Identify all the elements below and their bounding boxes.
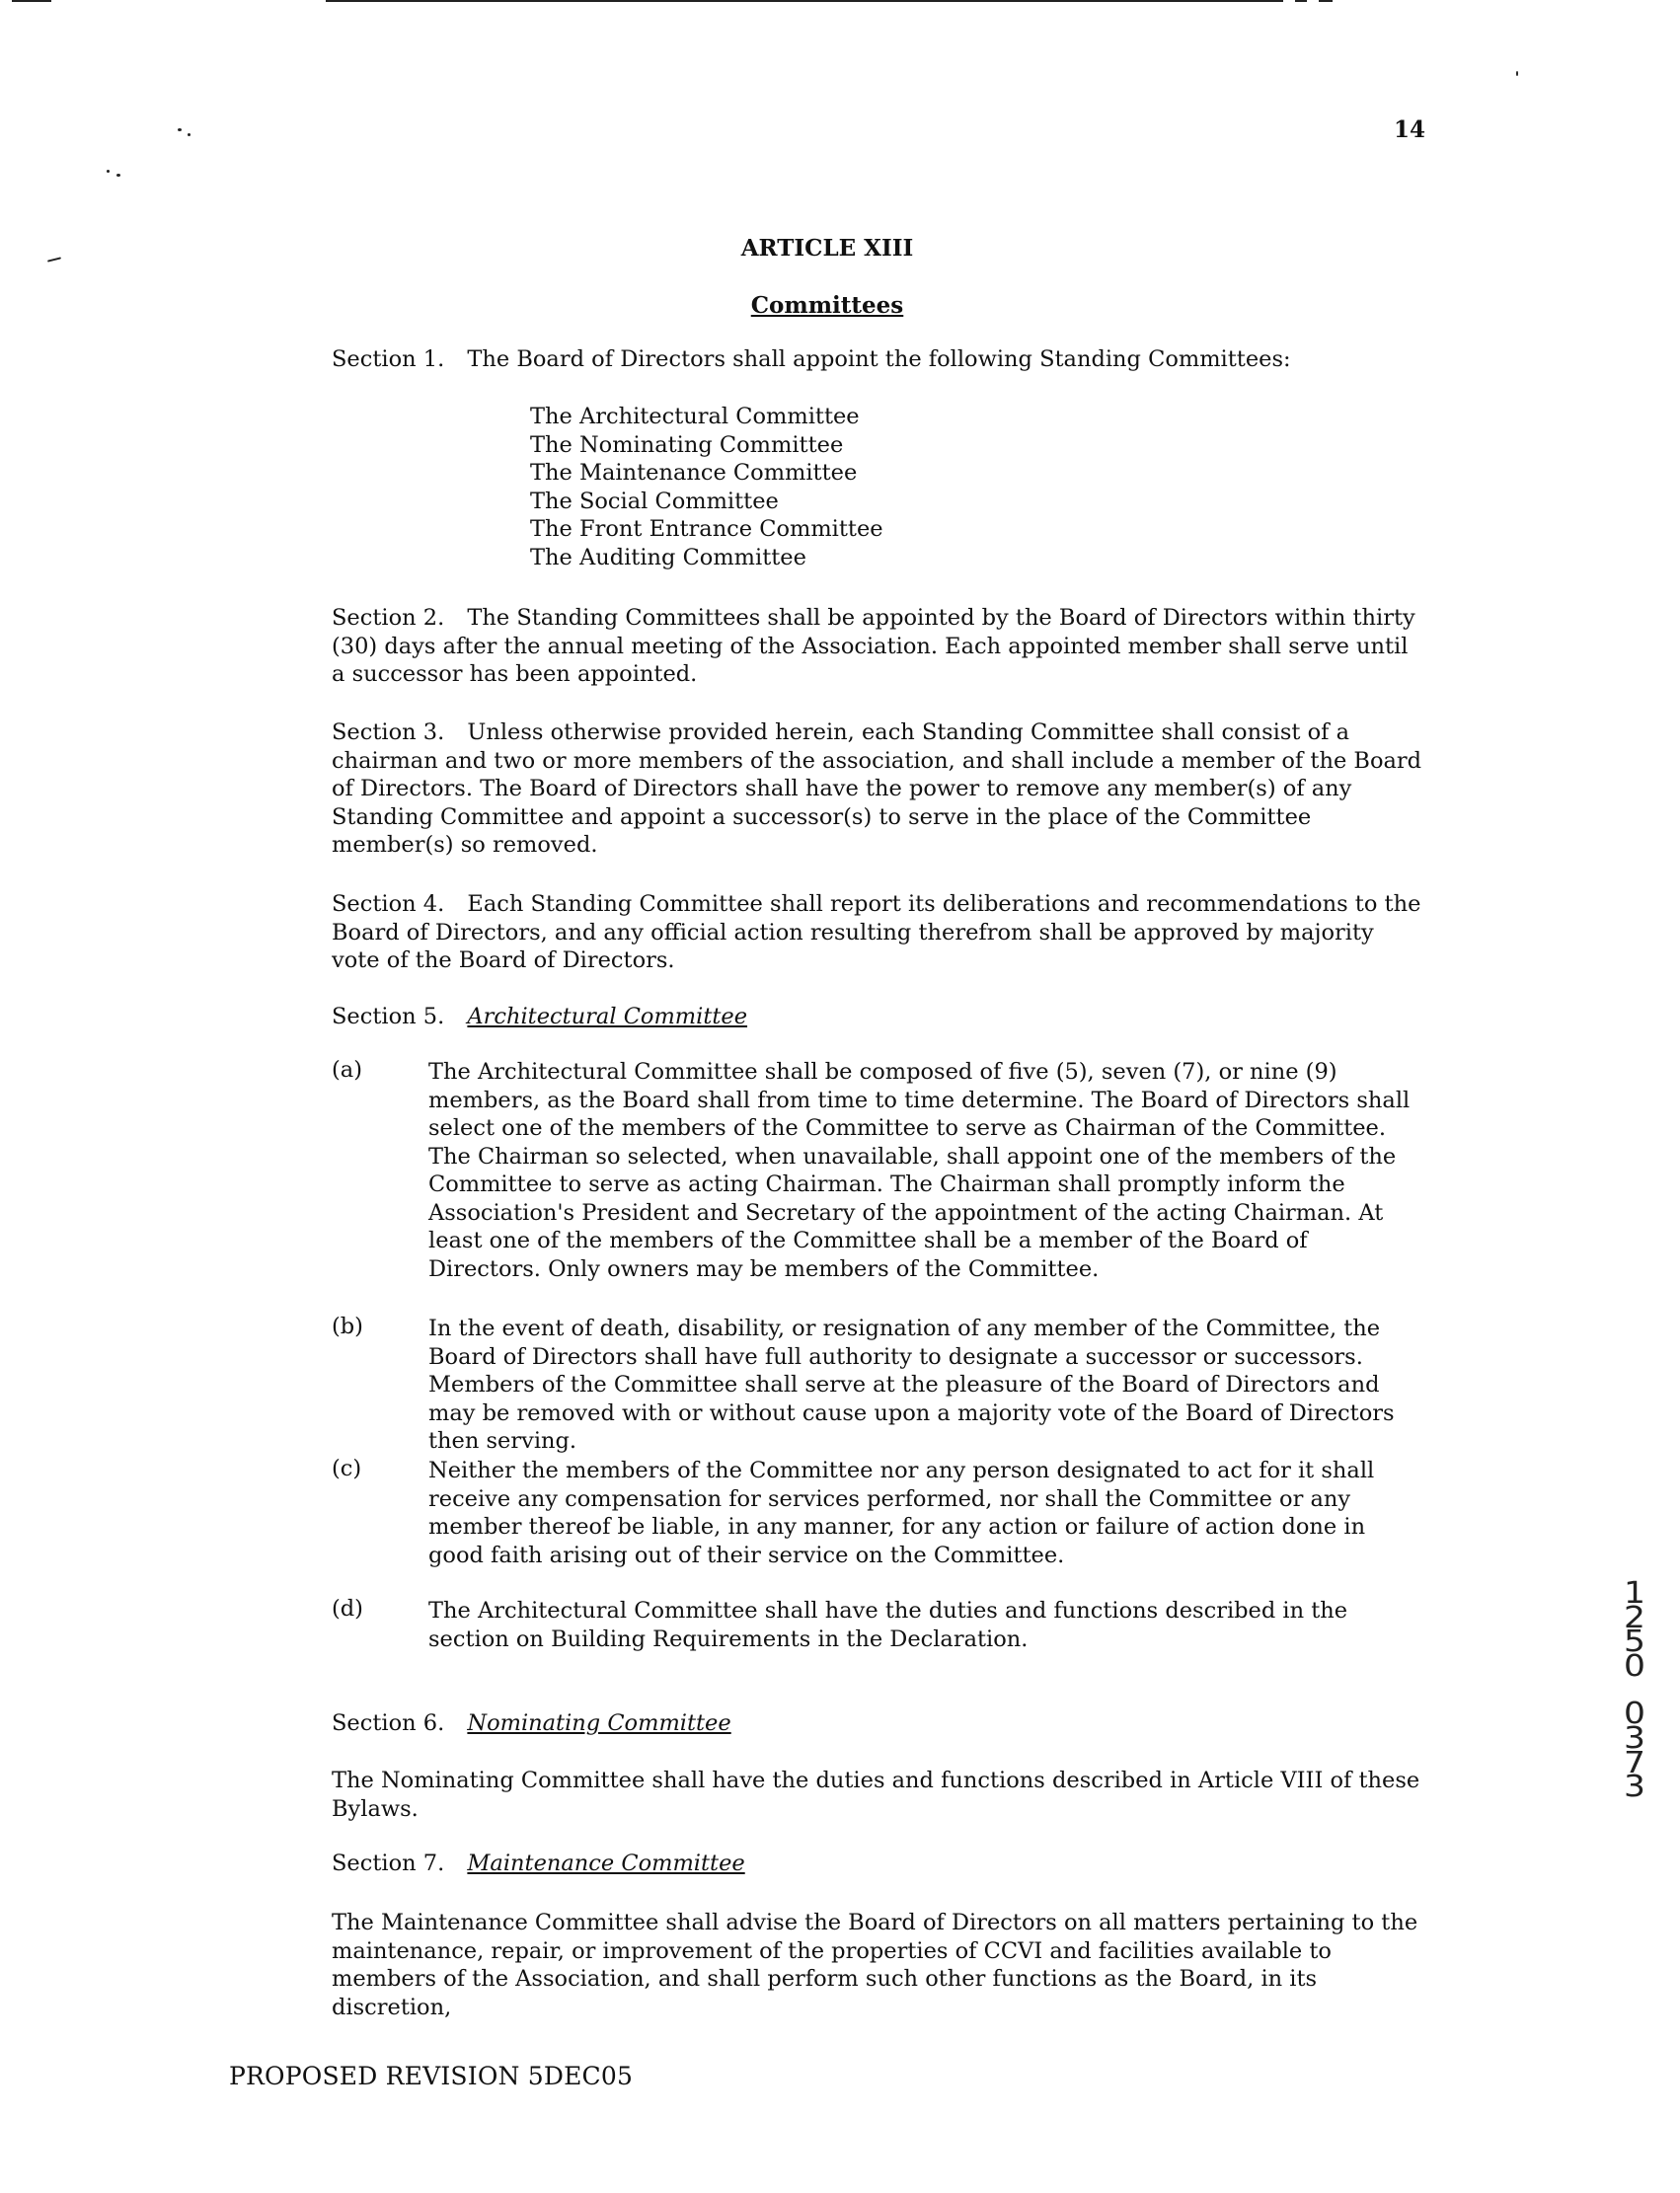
- section-label: Section 2.: [332, 605, 445, 631]
- section-6-text: The Nominating Committee shall have the duties and functions described in Article VIII of these Bylaws.: [332, 1768, 1420, 1822]
- section-label: Section 1.: [332, 346, 445, 372]
- scan-speck: [107, 170, 110, 173]
- stamp-digit: 2: [1624, 1600, 1645, 1635]
- section-label: Section 6.: [332, 1710, 445, 1736]
- section-title: Nominating Committee: [467, 1710, 731, 1736]
- section-3: [332, 718, 1423, 860]
- item-letter: (a): [332, 1057, 362, 1083]
- scan-speck: [116, 174, 120, 177]
- section-text: The Standing Committees shall be appointed by the Board of Directors within thirty (30) days after the annual meeting of the Association. Each appointed member shall serve until a successor has been appointed.: [332, 605, 1415, 687]
- section-7-text: The Maintenance Committee shall advise the Board of Directors on all matters pertaining to the maintenance, repair, or improvement of the properties of CCVI and facilities available to members of the Association, and shall perform such other functions as the Board, in its discretion,: [332, 1910, 1418, 2020]
- section-label: Section 5.: [332, 1004, 445, 1029]
- stamp-digit: 1: [1624, 1576, 1645, 1611]
- list-item: The Front Entrance Committee: [530, 516, 883, 542]
- item-letter: (d): [332, 1596, 363, 1622]
- section-title: Maintenance Committee: [467, 1851, 745, 1876]
- section-6-heading: [332, 1709, 1423, 1738]
- list-item: The Architectural Committee: [530, 404, 860, 429]
- stamp-number: [1614, 1697, 1654, 1805]
- item-text: The Architectural Committee shall have the duties and functions described in the section on Building Requirements in the Declaration.: [428, 1598, 1348, 1652]
- article-title: ARTICLE XIII: [740, 235, 914, 262]
- stamp-digit: 3: [1624, 1720, 1645, 1756]
- item-text: Neither the members of the Committee nor any person designated to act for it shall receive any compensation for services performed, nor shall the Committee or any member thereof be liable, in any manner, for any action or failure of action done in good faith arising out of their service on the Committee.: [428, 1458, 1375, 1568]
- section-text: The Board of Directors shall appoint the following Standing Committees:: [467, 346, 1291, 372]
- section-5-heading: [332, 1003, 1423, 1031]
- stamp-digit: 0: [1624, 1648, 1645, 1684]
- section-text: Each Standing Committee shall report its deliberations and recommendations to the Board of Directors, and any official action resulting therefrom shall be approved by majority vote of the Board of Directors.: [332, 891, 1421, 973]
- item-text: The Architectural Committee shall be composed of five (5), seven (7), or nine (9) members, as the Board shall from time to time determine. The Board of Directors shall select one of the members of the Committee to serve as Chairman of the Committee. The Chairman so selected, when unavailable, shall appoint one of the members of the Committee to serve as acting Chairman. The Chairman shall promptly inform the Association's President and Secretary of the appointment of the acting Chairman. At least one of the members of the Committee shall be a member of the Board of Directors. Only owners may be members of the Committee.: [428, 1059, 1411, 1282]
- scan-edge-rule: [1319, 0, 1333, 2]
- stamp-number: [1614, 1576, 1654, 1684]
- section-7-heading: [332, 1850, 1423, 1878]
- scan-speck: [178, 128, 182, 131]
- section-title: Architectural Committee: [467, 1004, 748, 1029]
- scan-speck: [1516, 71, 1518, 76]
- list-item: The Auditing Committee: [530, 544, 806, 570]
- section-label: Section 3.: [332, 719, 445, 745]
- list-item: The Nominating Committee: [530, 431, 844, 458]
- scan-edge-rule: [1295, 0, 1307, 2]
- committee-list: [530, 403, 883, 571]
- scan-edge-rule: [326, 0, 1283, 2]
- stamp-digit: 3: [1624, 1770, 1645, 1805]
- list-item: The Social Committee: [530, 488, 779, 514]
- margin-stamp: [1614, 1576, 1654, 1805]
- scan-edge-rule: [12, 0, 51, 2]
- footer-revision: PROPOSED REVISION 5DEC05: [229, 2062, 634, 2090]
- item-text: In the event of death, disability, or resignation of any member of the Committee, the Board of Directors shall have full authority to designate a successor or successors. Members of the Committee shall serve at the pleasure of the Board of Directors and may be removed with or without cause upon a majority vote of the Board of Directors then serving.: [428, 1316, 1395, 1454]
- section-1: [332, 345, 1423, 374]
- item-letter: (c): [332, 1456, 362, 1481]
- article-subtitle: Committees: [750, 292, 904, 319]
- item-letter: (b): [332, 1314, 363, 1339]
- section-label: Section 4.: [332, 891, 445, 917]
- section-label: Section 7.: [332, 1851, 445, 1876]
- stamp-digit: 0: [1624, 1697, 1645, 1732]
- list-item: The Maintenance Committee: [530, 460, 858, 486]
- section-4: [332, 890, 1423, 975]
- stamp-digit: 5: [1624, 1625, 1645, 1660]
- stamp-digit: 7: [1624, 1745, 1645, 1780]
- scan-speck: [188, 133, 191, 136]
- page-number: 14: [1394, 116, 1426, 143]
- section-2: [332, 604, 1423, 689]
- section-text: Unless otherwise provided herein, each Standing Committee shall consist of a chairman and two or more members of the association, and shall include a member of the Board of Directors. The Board of Directors shall have the power to remove any member(s) of any Standing Committee and appoint a successor(s) to serve in the place of the Committee member(s) so removed.: [332, 719, 1422, 858]
